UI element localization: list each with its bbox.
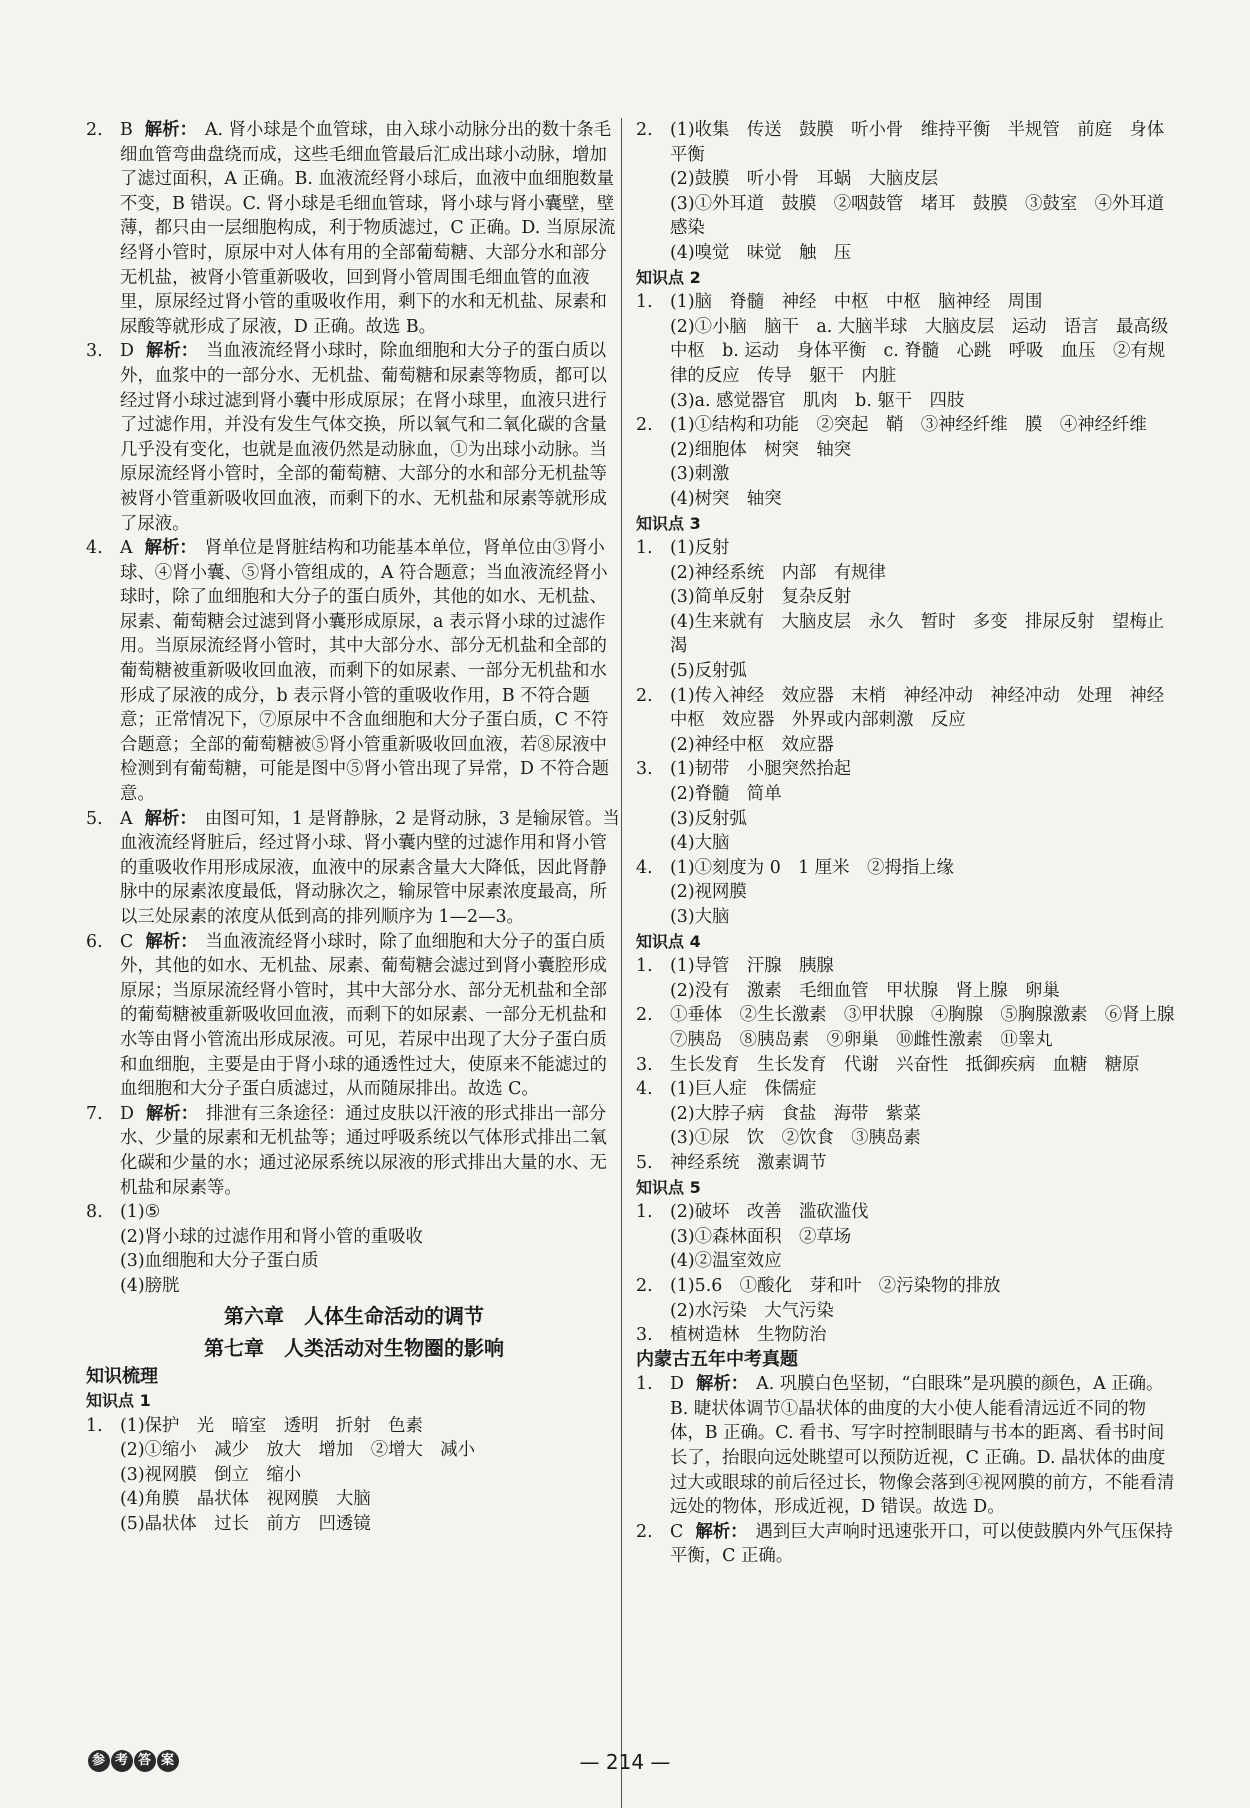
answer-item: 1. (1)保护 光 暗室 透明 折射 色素 (2)①缩小 减少 放大 增加 ②增大 减小 (3)视网膜 倒立 缩小 (4)角膜 晶状体 视网膜 大脑 (5)晶状体 过长 前方 凹透镜 [86,1414,622,1537]
answer-item: 2. (1)传入神经 效应器 末梢 神经冲动 神经冲动 处理 神经中枢 效应器 外界或内部刺激 反应 (2)神经中枢 效应器 [636,684,1176,758]
reference-answer-tag: 参 考 答 案 [88,1750,180,1772]
answer-line: 神经系统 激素调节 [670,1152,827,1173]
answer-line: (1)脑 脊髓 神经 中枢 中枢 脑神经 周围 [670,292,1043,313]
answer-line: (3)①外耳道 鼓膜 ②咽鼓管 堵耳 鼓膜 ③鼓室 ④外耳道感染 [670,193,1165,239]
knowledge-point-heading: 知识点 2 [636,267,701,287]
knowledge-point-heading: 知识点 3 [636,513,701,533]
answer-line: (4)树突 轴突 [670,488,782,509]
answer-line: (3)视网膜 倒立 缩小 [120,1464,302,1485]
answer-item: 4. (1)①刻度为 0 1 厘米 ②拇指上缘 (2)视网膜 (3)大脑 [636,856,1176,930]
answer-item: 7. D 解析： 排泄有三条途径：通过皮肤以汗液的形式排出一部分水、少量的尿素和无机盐等；通过呼吸系统以气体形式排出二氧化碳和少量的水；通过泌尿系统以尿液的形式排出大量的水、无机盐和尿素等。 [86,1103,607,1198]
answer-line: (1)保护 光 暗室 透明 折射 色素 [120,1415,423,1436]
answer-line: (2)水污染 大气污染 [670,1300,834,1321]
answer-item: 5. 神经系统 激素调节 [636,1151,1176,1176]
knowledge-point-heading: 知识点 4 [636,931,701,951]
answer-line: (1)①结构和功能 ②突起 鞘 ③神经纤维 膜 ④神经纤维 [670,415,1147,436]
answer-item: 3. D 解析： 当血液流经肾小球时，除血细胞和大分子的蛋白质以外，血浆中的一部分水、无机盐、葡萄糖和尿素等物质，都可以经过肾小球过滤到肾小囊中形成原尿；在肾小球里，血液只进行了过滤作用，并没有发生气体交换，所以氧气和二氧化碳的含量几乎没有变化，也就是血液仍然是动脉血，①为出球小动脉。当原尿流经肾小管时，全部的葡萄糖、大部分的水和部分无机盐等被肾小管重新吸收回血液，而剩下的水、无机盐和尿素等就形成了尿液。 [86,341,607,534]
answer-line: (4)大脑 [670,833,730,854]
answer-line: (1)⑤ [120,1202,161,1223]
answer-line: (3)刺激 [670,464,730,485]
answer-line: (2)神经中枢 效应器 [670,734,834,755]
answer-item: 3. 生长发育 生长发育 代谢 兴奋性 抵御疾病 血糖 糖原 [636,1053,1176,1078]
answer-item: 2. (1)5.6 ①酸化 芽和叶 ②污染物的排放 (2)水污染 大气污染 [636,1274,1176,1323]
answer-item: 2. B 解析： A. 肾小球是个血管球，由入球小动脉分出的数十条毛细血管弯曲盘绕而成，这些毛细血管最后汇成出球小动脉，增加了滤过面积，A 正确。B. 血液流经肾小球后，血液中血细胞数量不变，B 错误。C. 肾小球是毛细血管球，肾小球与肾小囊壁，壁薄，都只由一层细胞构成，利于物质滤过，C 正确。D. 当原尿流经肾小管时，原尿中对人体有用的全部葡萄糖、大部分水和部分无机盐，被肾小管重新吸收，回到肾小管周围毛细血管的血液里，原尿经过肾小管的重吸收作用，剩下的水和无机盐、尿素和尿酸等就形成了尿液，D 正确。故选 B。 [86,120,616,337]
answer-line: (2)破坏 改善 滥砍滥伐 [670,1202,869,1223]
answer-line: (1)收集 传送 鼓膜 听小骨 维持平衡 半规管 前庭 身体平衡 [670,120,1165,165]
answer-line: (4)角膜 晶状体 视网膜 大脑 [120,1489,371,1510]
answer-item: 1. (1)反射 (2)神经系统 内部 有规律 (3)简单反射 复杂反射 (4)生来就有 大脑皮层 永久 暂时 多变 排尿反射 望梅止渴 (5)反射弧 [636,536,1176,684]
knowledge-point-heading: 知识点 5 [636,1177,701,1197]
answer-line: (5)晶状体 过长 前方 凹透镜 [120,1514,371,1535]
answer-item: 3. 植树造林 生物防治 [636,1323,1176,1348]
answer-line: (3)大脑 [670,907,730,927]
answer-line: (3)①森林面积 ②草场 [670,1226,852,1247]
page-number: — 214 — [579,1750,671,1774]
answer-line: (2)神经系统 内部 有规律 [670,562,886,583]
answer-line: (4)嗅觉 味觉 触 压 [670,242,852,263]
answer-line: (1)反射 [670,538,730,559]
answer-line: (1)巨人症 侏儒症 [670,1079,817,1100]
chapter-title: 第六章 人体生命活动的调节 [224,1303,484,1328]
answer-line: (2)大脖子病 食盐 海带 紫菜 [670,1103,921,1124]
answer-item: 6. C 解析： 当血液流经肾小球时，除了血细胞和大分子的蛋白质外，其他的如水、无机盐、尿素、葡萄糖会滤过到肾小囊腔形成原尿；当原尿流经肾小管时，其中大部分水、部分无机盐和全部的葡萄糖被重新吸收回血液，而剩下的如尿素、一部分无机盐和水等由肾小管流出形成尿液。可见，若尿中出现了大分子蛋白质和血细胞，主要是由于肾小球的通透性过大，使原来不能滤过的血细胞和大分子蛋白质滤过，从而随尿排出。故选 C。 [86,931,607,1100]
answer-line: (3)a. 感觉器官 肌肉 b. 躯干 四肢 [670,390,965,411]
answer-item: 1. (2)破坏 改善 滥砍滥伐 (3)①森林面积 ②草场 (4)②温室效应 [636,1200,1176,1274]
answer-item: 1. D 解析： A. 巩膜白色坚韧，“白眼珠”是巩膜的颜色，A 正确。B. 睫状体调节①晶状体的曲度的大小使人能看清远近不同的物体，B 正确。C. 看书、写字时控制眼睛与书本的距离、看书时间长了，抬眼向远处眺望可以预防近视，C 正确。D. 晶状体的曲度过大或眼球的前后径过长，物像会落到④视网膜的前方，不能看清远处的物体，形成近视，D 错误。故选 D。 [636,1374,1175,1518]
answer-line: 生长发育 生长发育 代谢 兴奋性 抵御疾病 血糖 糖原 [670,1054,1140,1075]
answer-item: 3. (1)韧带 小腿突然抬起 (2)脊髓 简单 (3)反射弧 (4)大脑 [636,757,1176,855]
answer-line: (4)②温室效应 [670,1251,782,1272]
answer-item: 1. (1)导管 汗腺 胰腺 (2)没有 激素 毛细血管 甲状腺 肾上腺 卵巢 [636,954,1176,1003]
answer-line: (2)①小脑 脑干 a. 大脑半球 大脑皮层 运动 语言 最高级中枢 b. 运动 身体平衡 c. 脊髓 心跳 呼吸 血压 ②有规律的反应 传导 躯干 内脏 [670,316,1169,386]
answer-line: (1)①刻度为 0 1 厘米 ②拇指上缘 [670,857,954,878]
chapter-title: 第七章 人类活动对生物圈的影响 [204,1335,504,1360]
left-column [86,118,622,1537]
answer-line: (2)鼓膜 听小骨 耳蜗 大脑皮层 [670,169,939,190]
answer-item: 2. (1)①结构和功能 ②突起 鞘 ③神经纤维 膜 ④神经纤维 (2)细胞体 树突 轴突 (3)刺激 (4)树突 轴突 [636,413,1176,511]
answer-line: (2)没有 激素 毛细血管 甲状腺 肾上腺 卵巢 [670,980,1060,1001]
knowledge-point-heading: 知识点 1 [86,1391,151,1411]
answer-line: (3)①尿 饮 ②饮食 ③胰岛素 [670,1128,921,1149]
answer-item: 1. (1)脑 脊髓 神经 中枢 中枢 脑神经 周围 (2)①小脑 脑干 a. 大脑半球 大脑皮层 运动 语言 最高级中枢 b. 运动 身体平衡 c. 脊髓 心跳 呼吸 血压 ②有规律的反应 传导 躯干 内脏 (3)a. 感觉器官 肌肉 b. 躯干 四肢 [636,290,1176,413]
answer-line: (5)反射弧 [670,661,747,682]
section-title: 知识梳理 [86,1365,158,1387]
answer-line: (3)反射弧 [670,808,747,829]
answer-line: 植树造林 生物防治 [670,1325,827,1346]
answer-item: 2. ①垂体 ②生长激素 ③甲状腺 ④胸腺 ⑤胸腺激素 ⑥肾上腺 ⑦胰岛 ⑧胰岛素 ⑨卵巢 ⑩雌性激素 ⑪睾丸 [636,1003,1176,1052]
right-column [636,118,1192,1569]
answer-item: 8. (1)⑤ (2)肾小球的过滤作用和肾小管的重吸收 (3)血细胞和大分子蛋白质 (4)膀胱 [86,1200,622,1298]
column-divider [621,118,622,1808]
answer-item: 4. A 解析： 肾单位是肾脏结构和功能基本单位，肾单位由③肾小球、④肾小囊、⑤肾小管组成的，A 符合题意；当血液流经肾小球时，除了血细胞和大分子的蛋白质外，其他的如水、无机盐、尿素、葡萄糖会过滤到肾小囊形成原尿，a 表示肾小球的过滤作用。当原尿流经肾小管时，其中大部分水、部分无机盐和全部的葡萄糖被重新吸收回血液，而剩下的如尿素、一部分无机盐和水形成了尿液的成分，b 表示肾小管的重吸收作用，B 不符合题意；正常情况下，⑦原尿中不含血细胞和大分子蛋白质，C 不符合题意；全部的葡萄糖被⑤肾小管重新吸收回血液，若⑧尿液中检测到有葡萄糖，可能是图中⑤肾小管出现了异常，D 不符合题意。 [86,538,610,805]
answer-item: 5. A 解析： 由图可知，1 是肾静脉，2 是肾动脉，3 是输尿管。当血液流经肾脏后，经过肾小球、肾小囊内壁的过滤作用和肾小管的重吸收作用形成尿液，血液中的尿素含量大大降低，因此肾静脉中的尿素浓度最低，肾动脉次之，输尿管中尿素浓度最高，所以三处尿素的浓度从低到高的排列顺序为 1—2—3。 [86,808,620,927]
answer-line: (1)导管 汗腺 胰腺 [670,956,834,977]
answer-item: 2. C 解析： 遇到巨大声响时迅速张开口，可以使鼓膜内外气压保持平衡，C 正确。 [636,1521,1173,1567]
answer-line: (2)细胞体 树突 轴突 [670,439,852,460]
section-title: 内蒙古五年中考真题 [636,1348,798,1370]
answer-line: (2)肾小球的过滤作用和肾小管的重吸收 [120,1226,423,1247]
answer-line: (2)视网膜 [670,882,747,903]
answer-line: (2)脊髓 简单 [670,784,782,805]
answer-line: (3)简单反射 复杂反射 [670,587,852,608]
answer-line: (2)①缩小 减少 放大 增加 ②增大 减小 [120,1440,476,1461]
answer-item: 2. (1)收集 传送 鼓膜 听小骨 维持平衡 半规管 前庭 身体平衡 (2)鼓膜 听小骨 耳蜗 大脑皮层 (3)①外耳道 鼓膜 ②咽鼓管 堵耳 鼓膜 ③鼓室 ④外耳道感染 (4)嗅觉 味觉 触 压 [636,118,1176,266]
answer-line: (1)韧带 小腿突然抬起 [670,759,852,780]
answer-line: (4)生来就有 大脑皮层 永久 暂时 多变 排尿反射 望梅止渴 [670,611,1165,657]
answer-item: 4. (1)巨人症 侏儒症 (2)大脖子病 食盐 海带 紫菜 (3)①尿 饮 ②饮食 ③胰岛素 [636,1077,1176,1151]
answer-line: (3)血细胞和大分子蛋白质 [120,1251,319,1272]
answer-line: ①垂体 ②生长激素 ③甲状腺 ④胸腺 ⑤胸腺激素 ⑥肾上腺 ⑦胰岛 ⑧胰岛素 ⑨卵巢 ⑩雌性激素 ⑪睾丸 [670,1005,1192,1050]
answer-line: (1)5.6 ①酸化 芽和叶 ②污染物的排放 [670,1275,1001,1296]
answer-line: (4)膀胱 [120,1275,180,1296]
answer-line: (1)传入神经 效应器 末梢 神经冲动 神经冲动 处理 神经中枢 效应器 外界或内部刺激 反应 [670,685,1165,731]
